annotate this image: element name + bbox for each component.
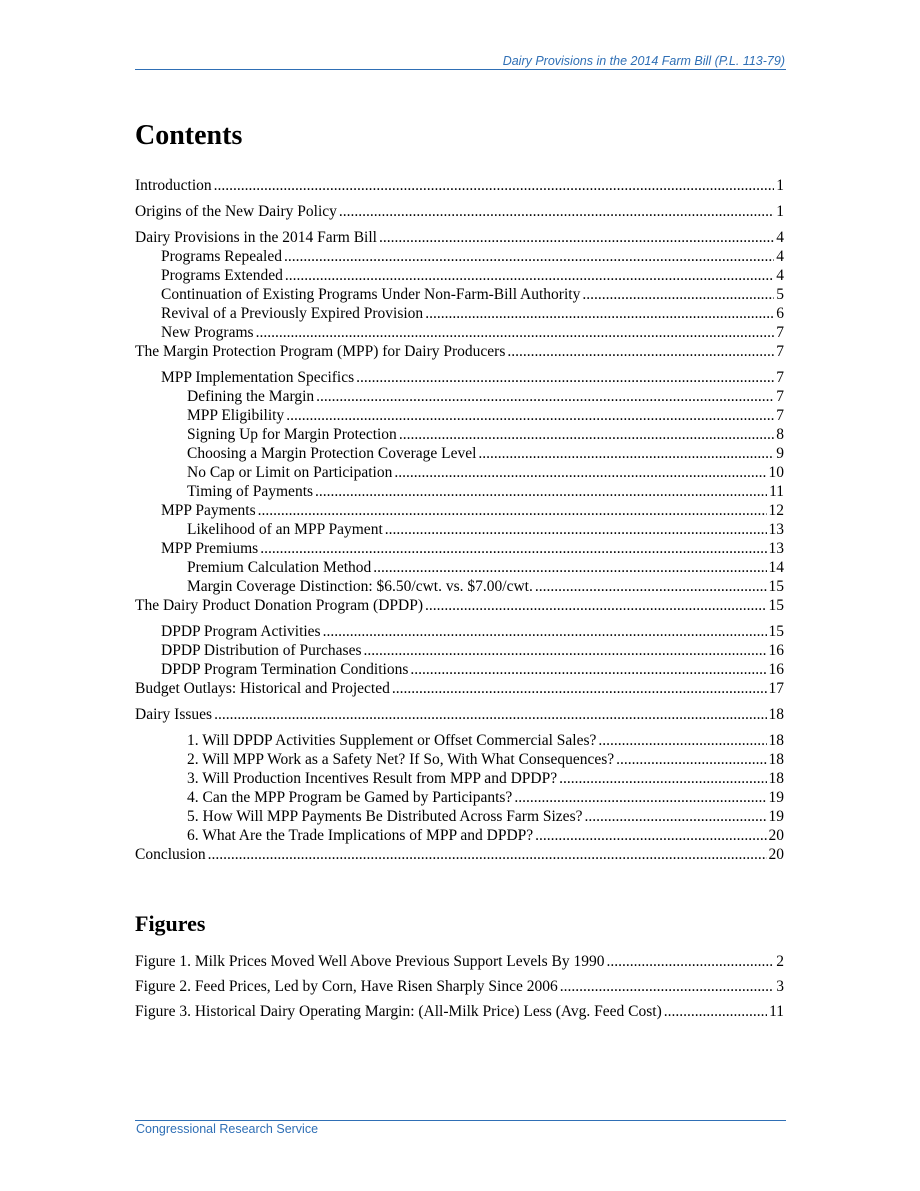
footer-rule — [135, 1120, 786, 1121]
toc-entry-mpp-eligibility[interactable]: MPP Eligibility ..... 7 — [135, 406, 784, 425]
table-of-contents — [135, 176, 784, 864]
toc-entry-dpdp[interactable]: The Dairy Product Donation Program (DPDP) ..... 15 — [135, 596, 784, 615]
toc-entry-issue-2[interactable]: 2. Will MPP Work as a Safety Net? If So, With What Consequences? ..... 18 — [135, 750, 784, 769]
toc-entry-mpp-implementation[interactable]: MPP Implementation Specifics ..... 7 — [135, 368, 784, 387]
toc-entry-coverage-level[interactable]: Choosing a Margin Protection Coverage Level ..... 9 — [135, 444, 784, 463]
toc-entry-margin-distinction[interactable]: Margin Coverage Distinction: $6.50/cwt. vs. $7.00/cwt. ..... 15 — [135, 577, 784, 596]
header-rule — [135, 69, 786, 70]
toc-entry-mpp-payments[interactable]: MPP Payments ..... 12 — [135, 501, 784, 520]
toc-entry-mpp[interactable]: The Margin Protection Program (MPP) for Dairy Producers ..... 7 — [135, 342, 784, 361]
toc-entry-premium-calc[interactable]: Premium Calculation Method ..... 14 — [135, 558, 784, 577]
toc-entry-defining-margin[interactable]: Defining the Margin ..... 7 — [135, 387, 784, 406]
toc-entry-continuation[interactable]: Continuation of Existing Programs Under Non-Farm-Bill Authority ..... 5 — [135, 285, 784, 304]
toc-entry-dairy-provisions[interactable]: Dairy Provisions in the 2014 Farm Bill ..... 4 — [135, 228, 784, 247]
running-header: Dairy Provisions in the 2014 Farm Bill (P.L. 113-79) — [502, 54, 785, 68]
toc-entry-programs-repealed[interactable]: Programs Repealed ..... 4 — [135, 247, 784, 266]
toc-entry-conclusion[interactable]: Conclusion ..... 20 — [135, 845, 784, 864]
toc-entry-issue-4[interactable]: 4. Can the MPP Program be Gamed by Participants? ..... 19 — [135, 788, 784, 807]
toc-entry-budget-outlays[interactable]: Budget Outlays: Historical and Projected ..... 17 — [135, 679, 784, 698]
toc-entry-likelihood[interactable]: Likelihood of an MPP Payment ..... 13 — [135, 520, 784, 539]
toc-entry-issue-5[interactable]: 5. How Will MPP Payments Be Distributed Across Farm Sizes? ..... 19 — [135, 807, 784, 826]
toc-entry-programs-extended[interactable]: Programs Extended ..... 4 — [135, 266, 784, 285]
figure-entry-3[interactable]: Figure 3. Historical Dairy Operating Margin: (All-Milk Price) Less (Avg. Feed Cost) ..... 11 — [135, 1002, 784, 1022]
toc-entry-new-programs[interactable]: New Programs ..... 7 — [135, 323, 784, 342]
figure-entry-1[interactable]: Figure 1. Milk Prices Moved Well Above Previous Support Levels By 1990 ..... 2 — [135, 952, 784, 972]
toc-entry-timing-payments[interactable]: Timing of Payments ..... 11 — [135, 482, 784, 501]
toc-entry-revival[interactable]: Revival of a Previously Expired Provision ..... 6 — [135, 304, 784, 323]
figure-entry-2[interactable]: Figure 2. Feed Prices, Led by Corn, Have Risen Sharply Since 2006 ..... 3 — [135, 977, 784, 997]
list-of-figures — [135, 952, 784, 1027]
toc-entry-issue-3[interactable]: 3. Will Production Incentives Result from MPP and DPDP? ..... 18 — [135, 769, 784, 788]
toc-entry-dpdp-activities[interactable]: DPDP Program Activities ..... 15 — [135, 622, 784, 641]
toc-entry-dpdp-distribution[interactable]: DPDP Distribution of Purchases ..... 16 — [135, 641, 784, 660]
toc-entry-mpp-premiums[interactable]: MPP Premiums ..... 13 — [135, 539, 784, 558]
toc-entry-dairy-issues[interactable]: Dairy Issues ..... 18 — [135, 705, 784, 724]
toc-entry-origins[interactable]: Origins of the New Dairy Policy ..... 1 — [135, 202, 784, 221]
toc-entry-signing-up[interactable]: Signing Up for Margin Protection ..... 8 — [135, 425, 784, 444]
figures-heading: Figures — [135, 911, 206, 936]
toc-entry-introduction[interactable]: Introduction ..... 1 — [135, 176, 784, 195]
footer-organization: Congressional Research Service — [136, 1122, 319, 1136]
toc-entry-dpdp-termination[interactable]: DPDP Program Termination Conditions ..... 16 — [135, 660, 784, 679]
toc-entry-no-cap[interactable]: No Cap or Limit on Participation ..... 10 — [135, 463, 784, 482]
toc-entry-issue-6[interactable]: 6. What Are the Trade Implications of MPP and DPDP? ..... 20 — [135, 826, 784, 845]
toc-entry-issue-1[interactable]: 1. Will DPDP Activities Supplement or Offset Commercial Sales? ..... 18 — [135, 731, 784, 750]
contents-heading: Contents — [135, 120, 243, 151]
